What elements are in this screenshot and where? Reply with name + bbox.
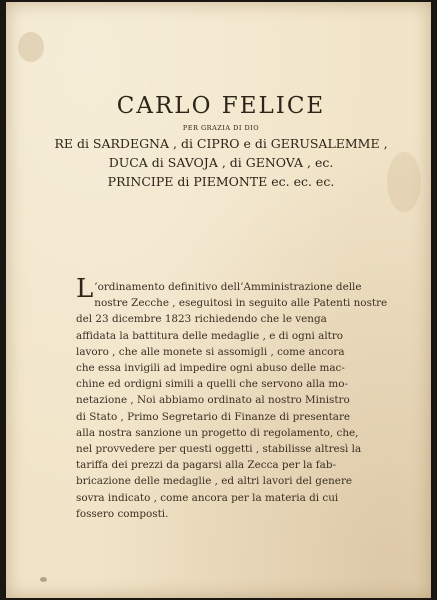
- title-line-kingdoms: RE di SARDEGNA , di CIPRO e di GERUSALEMME ,: [54, 136, 388, 151]
- body-line: fossero composti.: [76, 507, 169, 520]
- title-line-principality: PRINCIPE di PIEMONTE ec. ec. ec.: [107, 174, 335, 189]
- by-grace-of-god: PER GRAZIA DI DIO: [182, 124, 260, 132]
- body-line: bricazione delle medaglie , ed altri lavori del genere: [76, 475, 353, 488]
- body-line: nostre Zecche , eseguitosi in seguito alle Patenti nostre: [94, 297, 388, 310]
- decree-header: [46, 92, 396, 191]
- body-line: tariffa dei prezzi da pagarsi alla Zecca per la fab-: [76, 459, 337, 472]
- body-line: che essa invigili ad impedire ogni abuso delle mac-: [76, 362, 345, 375]
- king-name: CARLO FELICE: [116, 93, 326, 119]
- drop-cap: L: [76, 274, 94, 304]
- body-line: chine ed ordigni simili a quelli che servono alla mo-: [76, 378, 349, 391]
- body-line: del 23 dicembre 1823 richiedendo che le venga: [76, 313, 327, 326]
- body-line: lavoro , che alle monete si assomigli , come ancora: [76, 345, 345, 358]
- paper-stain: [18, 32, 44, 62]
- ink-spot: [40, 577, 47, 582]
- decree-body: [76, 274, 388, 522]
- body-line: nel provvedere per questi oggetti , stabilisse altresì la: [76, 443, 362, 456]
- body-line: alla nostra sanzione un progetto di regolamento, che,: [76, 426, 359, 439]
- body-line: affidata la battitura delle medaglie , e di ogni altro: [76, 329, 344, 342]
- document-page: [6, 2, 431, 598]
- body-line: sovra indicato , come ancora per la materia di cui: [76, 491, 339, 504]
- body-line: ’ordinamento definitivo dell’Amministrazione delle: [94, 281, 362, 293]
- title-line-duchies: DUCA di SAVOJA , di GENOVA , ec.: [108, 155, 334, 170]
- body-line: netazione , Noi abbiamo ordinato al nostro Ministro: [76, 394, 350, 407]
- body-line: di Stato , Primo Segretario di Finanze di presentare: [76, 410, 351, 423]
